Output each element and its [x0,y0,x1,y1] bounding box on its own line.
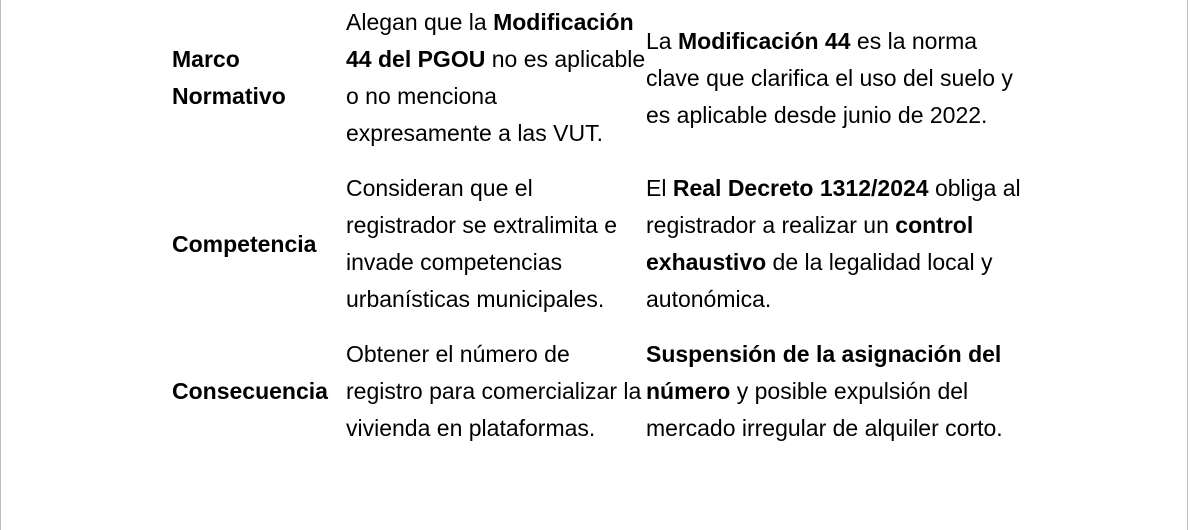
row-label: Consecuencia [172,378,328,404]
text-run: El [646,175,673,201]
text-run: es la norma clave que clarifica el uso del suelo y es aplicable desde junio de 2022. [646,27,1013,128]
text-run: no es aplicable o no menciona expresamente a las VUT. [346,46,646,146]
bold-text-run: control exhaustivo [646,212,974,275]
page-left-border [0,0,1,530]
response-cell [646,336,1026,447]
text-run: y posible expulsión del mercado irregular de alquiler corto. [646,378,1003,441]
bold-text-run: Modificación 44 del PGOU [346,9,634,72]
text-run: La [646,27,678,54]
table-row [166,336,1026,447]
text-run: Consideran que el registrador se extralimita e invade competencias urbanísticas municipales. [346,175,617,312]
bold-text-run: Suspensión de la asignación del número [646,341,1002,404]
text-run: de la legalidad local y autonómica. [646,249,993,312]
claim-cell [346,170,646,336]
text-run: Obtener el número de registro para comercializar la vivienda en plataformas. [346,341,642,441]
table-row [166,170,1026,336]
text-run: obliga al registrador a realizar un [646,175,1021,238]
row-label: Marco Normativo [172,46,286,109]
claim-cell [346,336,646,447]
row-label: Competencia [172,230,317,257]
response-cell [646,4,1026,170]
table-row [166,4,1026,170]
claim-cell [346,4,646,170]
bold-text-run: Modificación 44 [677,27,851,54]
response-cell [646,170,1026,336]
text-run: Alegan que la [346,9,494,35]
comparison-table [166,4,1026,447]
page-right-border [1187,0,1188,530]
bold-text-run: Real Decreto 1312/2024 [672,175,929,201]
